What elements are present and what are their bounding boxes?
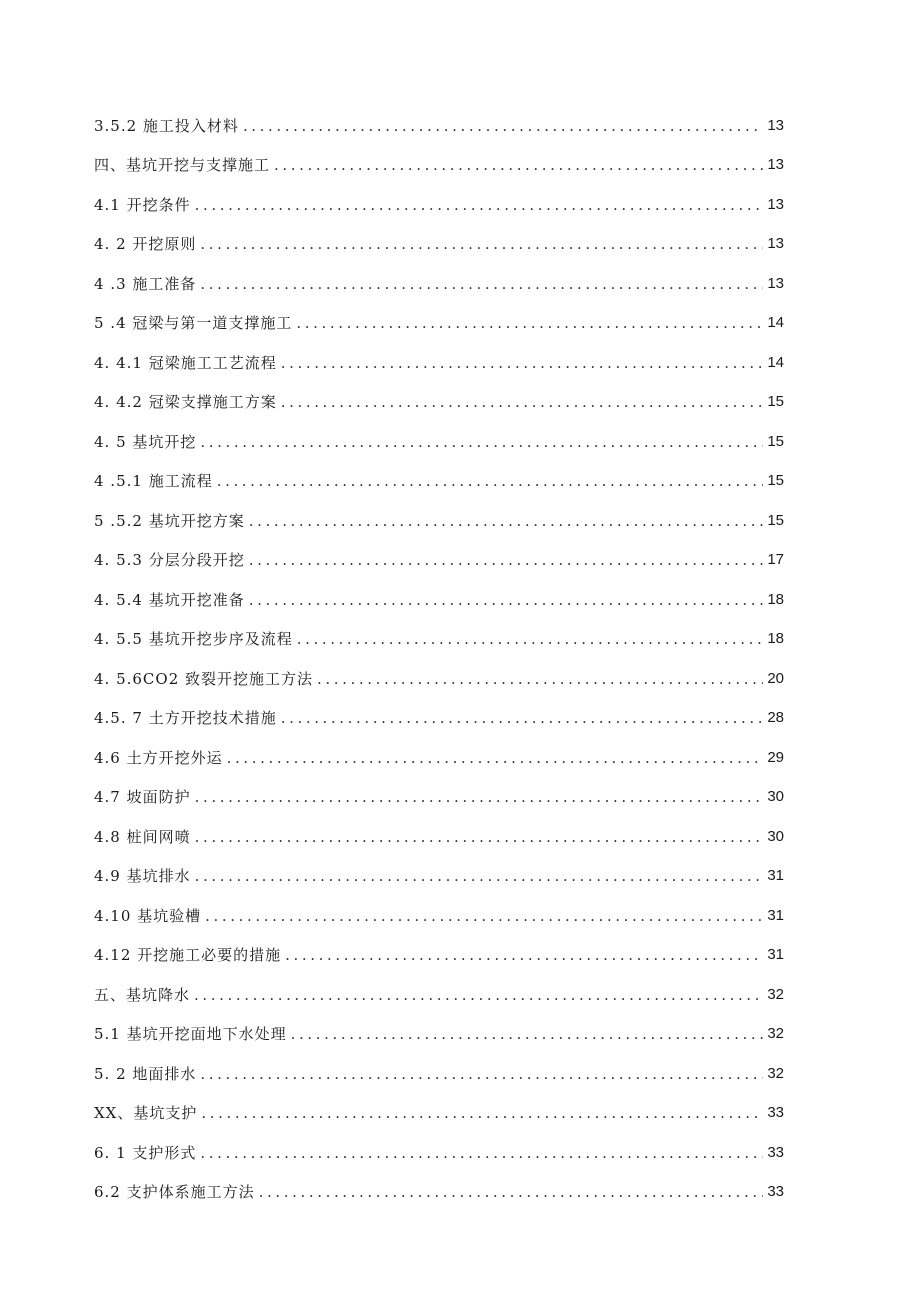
toc-entry[interactable] <box>94 137 784 177</box>
toc-page-number: 28 <box>767 709 784 726</box>
toc-entry-title: 4. 4.2 冠梁支撑施工方案 <box>94 393 277 411</box>
toc-entry[interactable] <box>94 690 784 730</box>
toc-entry[interactable] <box>94 1045 784 1085</box>
toc-entry[interactable] <box>94 966 784 1006</box>
toc-entry[interactable] <box>94 413 784 453</box>
toc-page-number: 33 <box>767 1183 784 1200</box>
toc-entry-title: 4 .5.1 施工流程 <box>94 472 213 490</box>
toc-entry-title: 4.7 坡面防护 <box>94 788 191 806</box>
toc-entry[interactable] <box>94 808 784 848</box>
toc-entry[interactable] <box>94 1124 784 1164</box>
toc-entry[interactable] <box>94 97 784 137</box>
toc-page-number: 20 <box>767 669 784 687</box>
toc-entry[interactable] <box>94 453 784 493</box>
toc-page-number: 33 <box>767 1143 784 1161</box>
toc-dot-leader <box>217 470 764 492</box>
toc-entry-title: 4. 4.1 冠梁施工工艺流程 <box>94 353 277 372</box>
toc-dot-leader <box>195 865 764 887</box>
toc-entry-title: 4. 5.5 基坑开挖步序及流程 <box>94 630 293 648</box>
toc-entry-title: 4. 2 开挖原则 <box>94 235 197 253</box>
toc-page-number: 32 <box>767 1025 784 1042</box>
toc-page-number: 14 <box>767 314 784 331</box>
toc-entry[interactable] <box>94 1085 784 1125</box>
toc-entry-title: 5 .4 冠梁与第一道支撑施工 <box>94 314 293 332</box>
toc-entry[interactable] <box>94 611 784 651</box>
toc-page-number: 31 <box>767 867 784 884</box>
toc-entry-title: 3.5.2 施工投入材料 <box>94 116 239 135</box>
toc-dot-leader <box>249 549 764 571</box>
toc-dot-leader <box>259 1181 764 1203</box>
toc-entry[interactable] <box>94 1164 784 1204</box>
toc-dot-leader <box>285 944 763 966</box>
toc-dot-leader <box>249 589 764 611</box>
toc-entry-title: 4.10 基坑验槽 <box>94 906 202 925</box>
toc-entry[interactable] <box>94 887 784 927</box>
toc-dot-leader <box>200 431 763 453</box>
toc-entry-title: 4.12 开挖施工必要的措施 <box>94 946 282 964</box>
toc-entry-title: 6.2 支护体系施工方法 <box>94 1183 255 1201</box>
toc-page-number: 31 <box>767 906 784 924</box>
toc-entry-title: 5 .5.2 基坑开挖方案 <box>94 511 245 530</box>
toc-dot-leader <box>227 747 764 769</box>
toc-entry[interactable] <box>94 492 784 532</box>
toc-dot-leader <box>201 1102 763 1124</box>
toc-entry[interactable] <box>94 176 784 216</box>
toc-page-number: 17 <box>767 551 784 568</box>
toc-entry-title: 五、基坑降水 <box>94 985 191 1004</box>
toc-entry-title: 4. 5.3 分层分段开挖 <box>94 551 245 569</box>
toc-entry[interactable] <box>94 927 784 967</box>
toc-entry[interactable] <box>94 374 784 414</box>
toc-entry-title: 4.8 桩间网喷 <box>94 827 191 846</box>
toc-dot-leader <box>274 154 763 176</box>
toc-entry-title: XX、基坑支护 <box>94 1104 198 1122</box>
toc-page-number: 13 <box>767 274 784 292</box>
toc-dot-leader <box>195 194 764 216</box>
toc-entry-title: 4.1 开挖条件 <box>94 195 191 214</box>
toc-page-number: 15 <box>767 393 784 410</box>
toc-entry-title: 4. 5 基坑开挖 <box>94 432 197 451</box>
toc-entry-title: 5. 2 地面排水 <box>94 1064 197 1083</box>
toc-dot-leader <box>205 905 763 927</box>
toc-dot-leader <box>243 115 763 137</box>
toc-entry-title: 4 .3 施工准备 <box>94 274 197 293</box>
toc-page-number: 18 <box>767 590 784 608</box>
toc-dot-leader <box>281 707 764 729</box>
toc-page-number: 32 <box>767 985 784 1003</box>
toc-page-number: 18 <box>767 630 784 647</box>
toc-dot-leader <box>296 312 763 334</box>
toc-page-number: 13 <box>767 156 784 173</box>
toc-page-number: 30 <box>767 788 784 805</box>
toc-page-number: 31 <box>767 946 784 963</box>
toc-entry[interactable] <box>94 729 784 769</box>
toc-entry-title: 4. 5.4 基坑开挖准备 <box>94 590 245 609</box>
toc-entry[interactable] <box>94 1006 784 1046</box>
toc-dot-leader <box>195 786 764 808</box>
toc-dot-leader <box>291 1023 764 1045</box>
toc-entry-title: 4. 5.6CO2 致裂开挖施工方法 <box>94 669 314 688</box>
toc-dot-leader <box>194 984 763 1006</box>
toc-entry[interactable] <box>94 650 784 690</box>
toc-dot-leader <box>200 273 763 295</box>
toc-page-number: 15 <box>767 432 784 450</box>
toc-dot-leader <box>297 628 764 650</box>
toc-dot-leader <box>281 352 764 374</box>
toc-entry-title: 4.6 土方开挖外运 <box>94 748 223 767</box>
table-of-contents <box>94 97 784 1203</box>
toc-page-number: 33 <box>767 1104 784 1121</box>
toc-dot-leader <box>249 510 764 532</box>
toc-page-number: 15 <box>767 472 784 489</box>
toc-dot-leader <box>281 391 764 413</box>
toc-page-number: 32 <box>767 1064 784 1082</box>
toc-entry[interactable] <box>94 334 784 374</box>
toc-entry[interactable] <box>94 848 784 888</box>
toc-entry[interactable] <box>94 571 784 611</box>
toc-page-number: 15 <box>767 511 784 529</box>
toc-entry[interactable] <box>94 255 784 295</box>
toc-page-number: 14 <box>767 353 784 371</box>
toc-entry-title: 4.5. 7 土方开挖技术措施 <box>94 709 277 727</box>
toc-entry[interactable] <box>94 295 784 335</box>
toc-page-number: 30 <box>767 827 784 845</box>
toc-entry-title: 4.9 基坑排水 <box>94 867 191 885</box>
toc-page-number: 13 <box>767 195 784 213</box>
toc-page-number: 13 <box>767 235 784 252</box>
toc-entry[interactable] <box>94 532 784 572</box>
toc-page-number: 13 <box>767 116 784 134</box>
toc-entry-title: 6. 1 支护形式 <box>94 1143 197 1162</box>
toc-entry[interactable] <box>94 216 784 256</box>
toc-dot-leader <box>195 826 764 848</box>
toc-dot-leader <box>200 1142 763 1164</box>
toc-page-number: 29 <box>767 748 784 766</box>
toc-dot-leader <box>317 668 763 690</box>
toc-entry-title: 5.1 基坑开挖面地下水处理 <box>94 1025 287 1043</box>
toc-dot-leader <box>200 233 763 255</box>
toc-entry-title: 四、基坑开挖与支撑施工 <box>94 156 271 174</box>
toc-dot-leader <box>200 1063 763 1085</box>
toc-entry[interactable] <box>94 769 784 809</box>
